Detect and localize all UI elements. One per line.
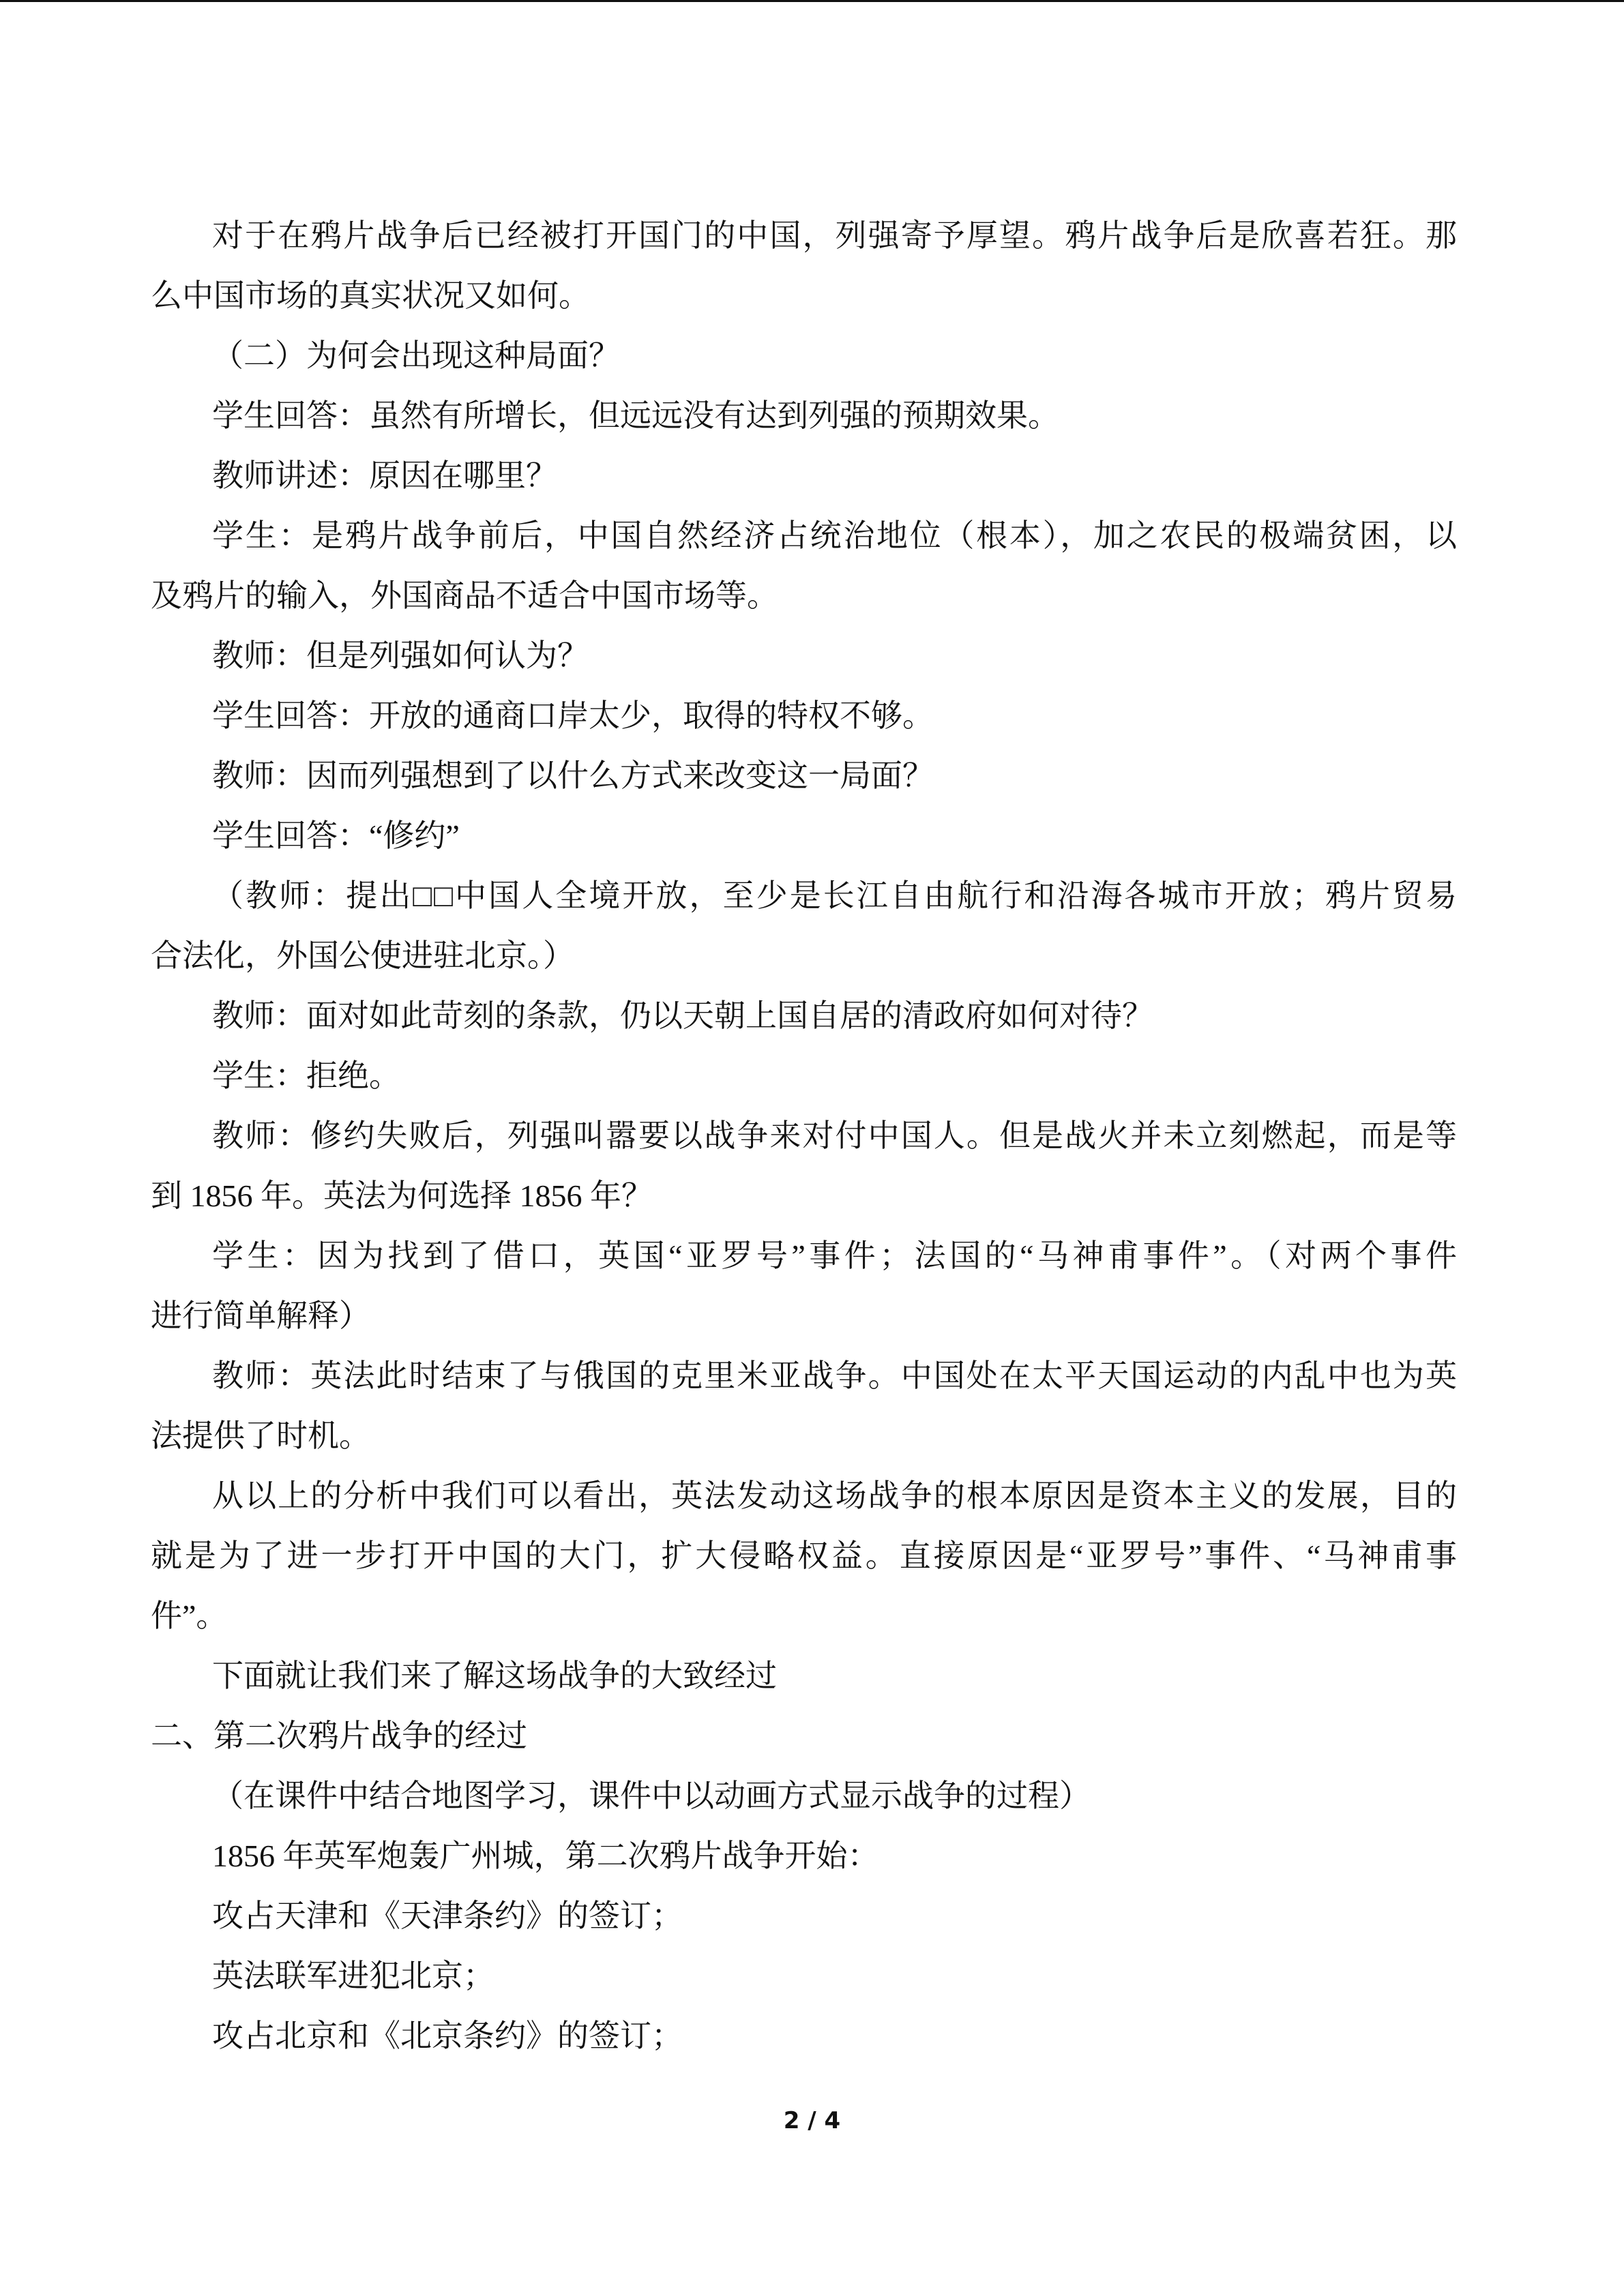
text-line: 学生回答：“修约” — [212, 818, 460, 853]
section-subheading: （二）为何会出现这种局面？ — [212, 338, 620, 373]
text-line: 学生：因为找到了借口，英国“亚罗号”事件；法国的“马神甫事件”。（对两个事件 — [212, 1238, 1457, 1273]
text-line: 1856 年英军炮轰广州城，第二次鸦片战争开始： — [212, 1838, 879, 1873]
text-line: 下面就让我们来了解这场战争的大致经过 — [212, 1658, 777, 1693]
text-line: 攻占北京和《北京条约》的签订； — [212, 2018, 683, 2053]
text-line: 英法联军进犯北京； — [212, 1958, 494, 1993]
text-line: 就是为了进一步打开中国的大门，扩大侵略权益。直接原因是“亚罗号”事件、“马神甫事 — [151, 1538, 1457, 1573]
text-line: 到 1856 年。英法为何选择 1856 年？ — [151, 1178, 653, 1213]
body-text — [151, 206, 1457, 2066]
text-line: 教师：修约失败后，列强叫嚣要以战争来对付中国人。但是战火并未立刻燃起，而是等 — [212, 1118, 1457, 1153]
text-line: 学生：拒绝。 — [212, 1058, 400, 1093]
text-line: 法提供了时机。 — [151, 1418, 370, 1453]
text-line: 对于在鸦片战争后已经被打开国门的中国，列强寄予厚望。鸦片战争后是欣喜若狂。那 — [212, 218, 1457, 253]
page-number: 2 / 4 — [783, 2107, 841, 2134]
text-line: 教师讲述：原因在哪里？ — [212, 458, 557, 493]
text-line: 件”。 — [151, 1598, 228, 1633]
text-line: （教师：提出□□中国人全境开放，至少是长江自由航行和沿海各城市开放；鸦片贸易 — [212, 878, 1457, 913]
text-line: 进行简单解释） — [151, 1298, 370, 1333]
text-line: 学生：是鸦片战争前后，中国自然经济占统治地位（根本），加之农民的极端贫困，以 — [212, 518, 1457, 553]
text-line: 学生回答：虽然有所增长，但远远没有达到列强的预期效果。 — [212, 398, 1059, 433]
text-line: 从以上的分析中我们可以看出，英法发动这场战争的根本原因是资本主义的发展，目的 — [212, 1478, 1457, 1513]
text-line: 教师：因而列强想到了以什么方式来改变这一局面？ — [212, 758, 934, 793]
text-line: 合法化，外国公使进驻北京。） — [151, 938, 574, 973]
text-line: 教师：但是列强如何认为？ — [212, 638, 589, 673]
text-line: 教师：英法此时结束了与俄国的克里米亚战争。中国处在太平天国运动的内乱中也为英 — [212, 1358, 1457, 1393]
text-line: 教师：面对如此苛刻的条款，仍以天朝上国自居的清政府如何对待？ — [212, 998, 1153, 1033]
text-line: 及鸦片的输入，外国商品不适合中国市场等。 — [151, 578, 778, 613]
text-line: 攻占天津和《天津条约》的签订； — [212, 1898, 683, 1933]
text-line: （在课件中结合地图学习，课件中以动画方式显示战争的过程） — [212, 1778, 1091, 1813]
text-line: 学生回答：开放的通商口岸太少，取得的特权不够。 — [212, 698, 934, 733]
section-heading: 二、第二次鸦片战争的经过 — [151, 1718, 527, 1753]
text-line: 么中国市场的真实状况又如何。 — [151, 278, 590, 313]
